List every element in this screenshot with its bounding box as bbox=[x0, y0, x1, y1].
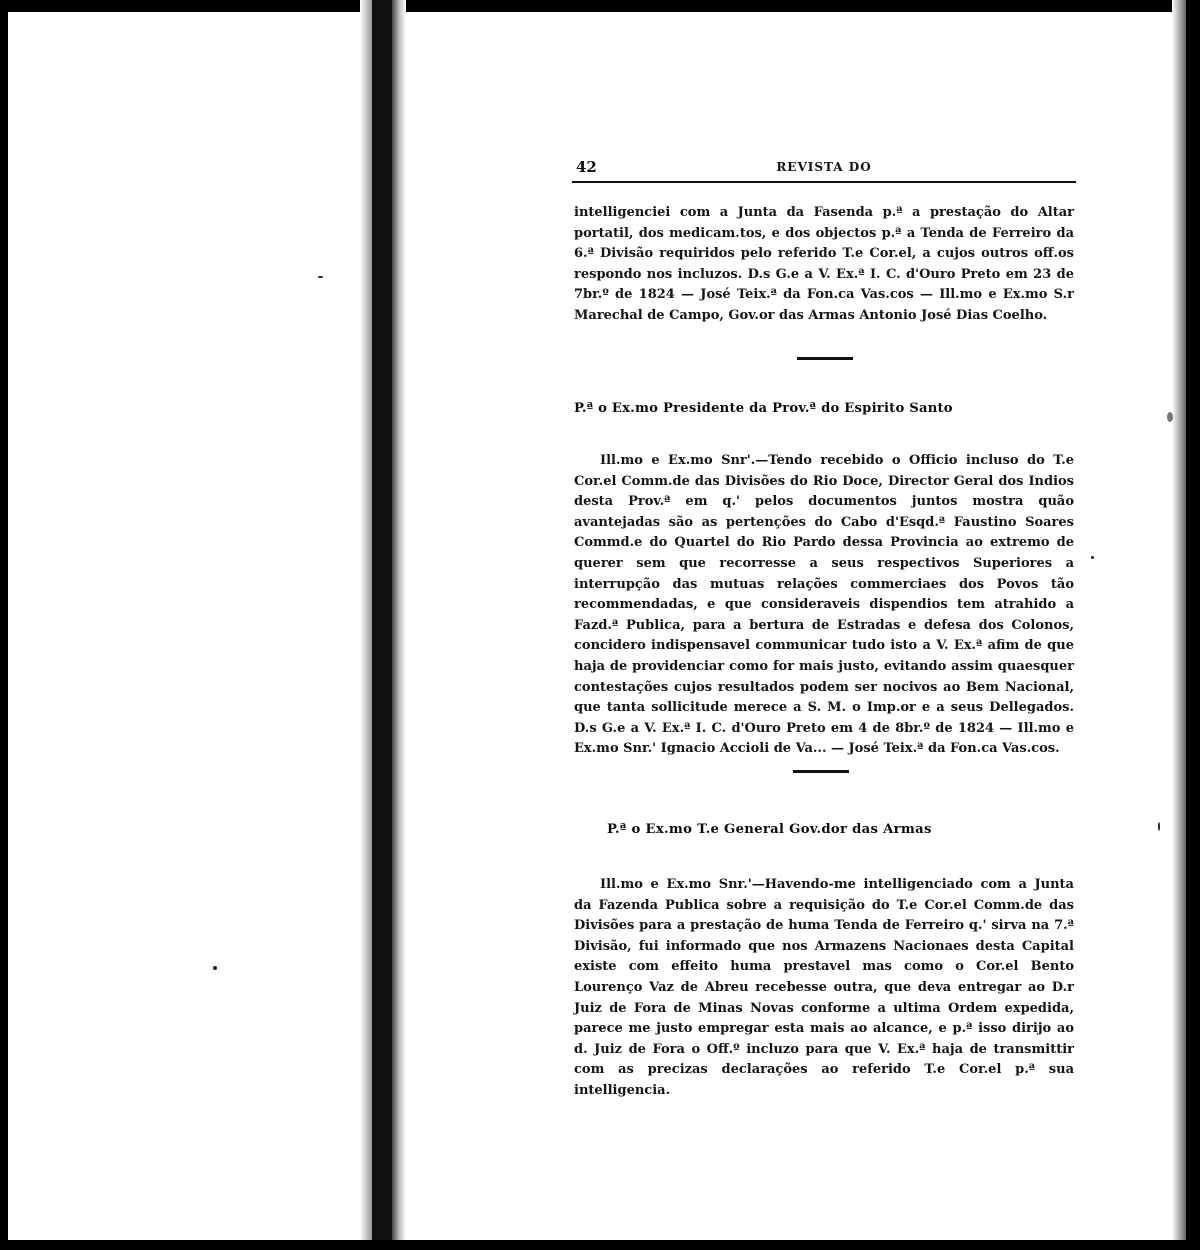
running-title: REVISTA DO bbox=[776, 160, 872, 174]
page-header bbox=[572, 158, 1076, 178]
left-page-shadow bbox=[360, 0, 372, 1250]
book-gutter-highlight bbox=[392, 0, 406, 1250]
letter-body-espirito-santo: Ill.mo e Ex.mo Snr'.—Tendo recebido o Officio incluso do T.e Cor.el Comm.de das Divisões do Rio Doce, Director Geral dos Indios desta Prov.ª em q.' pelos documentos juntos mostra quão avantejadas são as pertenções do Cabo d'Esqd.ª Faustino Soares Commd.e do Quartel do Rio Pardo dessa Provincia ao extremo de querer sem que recorresse a seus respectivos Superiores a interrupção das mutuas relações commerciaes dos Povos tão recommendadas, e que consideraveis dispendios tem atrahido a Fazd.ª Publica, para a bertura de Estradas e defesa dos Colonos, concidero indispensavel communicar tudo isto a V. Ex.ª afim de que haja de providenciar como for mais justo, evitando assim quaesquer contestações cujos resultados podem ser nocivos ao Bem Nacional, que tanta sollicitude merece a S. M. o Imp.or e a seus Dellegados. D.s G.e a V. Ex.ª I. C. d'Ouro Preto em 4 de 8br.º de 1824 — Ill.mo e Ex.mo Snr.' Ignacio Accioli de Va... — José Teix.ª da Fon.ca Vas.cos. bbox=[574, 453, 1074, 757]
scan-border-bottom bbox=[0, 1240, 1200, 1250]
letter-heading-espirito-santo: P.ª o Ex.mo Presidente da Prov.ª do Espirito Santo bbox=[574, 401, 953, 416]
scan-speck bbox=[213, 966, 217, 970]
header-rule bbox=[572, 181, 1076, 183]
scan-speck bbox=[1158, 822, 1160, 831]
scan-speck bbox=[318, 276, 323, 278]
scan-speck bbox=[1091, 556, 1094, 559]
book-gutter bbox=[372, 0, 392, 1250]
right-page-edge bbox=[1172, 0, 1186, 1250]
scan-border-right bbox=[1186, 0, 1200, 1250]
page-number: 42 bbox=[576, 158, 597, 176]
scan-border-left bbox=[0, 0, 8, 1250]
section-divider bbox=[797, 357, 853, 360]
letter-heading-governador-armas: P.ª o Ex.mo T.e General Gov.dor das Armas bbox=[607, 822, 932, 837]
scan-border-top bbox=[0, 0, 1200, 12]
letter-body-governador-armas: Ill.mo e Ex.mo Snr.'—Havendo-me intelligenciado com a Junta da Fazenda Publica sobre a requisição do T.e Cor.el Comm.de das Divisões para a prestação de huma Tenda de Ferreiro q.' sirva na 7.ª Divisão, fui informado que nos Armazens Nacionaes desta Capital existe com effeito huma prestavel mas como o Cor.el Bento Lourenço Vaz de Abreu recebesse outra, que deva entregar ao D.r Juiz de Fora de Minas Novas conforme a ultima Ordem expedida, parece me justo empregar esta mais ao alcance, e p.ª isso dirijo ao d. Juiz de Fora o Off.º incluzo para que V. Ex.ª haja de transmittir com as precizas declarações ao referido T.e Cor.el p.ª sua intelligencia. bbox=[574, 877, 1074, 1098]
scan-speck bbox=[1167, 412, 1173, 422]
section-divider bbox=[793, 770, 849, 773]
letter-continuation-body: intelligenciei com a Junta da Fasenda p.ª a prestação do Altar portatil, dos medicam.tos, e dos objectos p.ª a Tenda de Ferreiro da 6.ª Divisão requiridos pelo referido T.e Cor.el, a cujos outros off.os respondo nos incluzos. D.s G.e a V. Ex.ª I. C. d'Ouro Preto em 23 de 7br.º de 1824 — José Teix.ª da Fon.ca Vas.cos — Ill.mo e Ex.mo S.r Marechal de Campo, Gov.or das Armas Antonio José Dias Coelho. bbox=[574, 205, 1074, 323]
